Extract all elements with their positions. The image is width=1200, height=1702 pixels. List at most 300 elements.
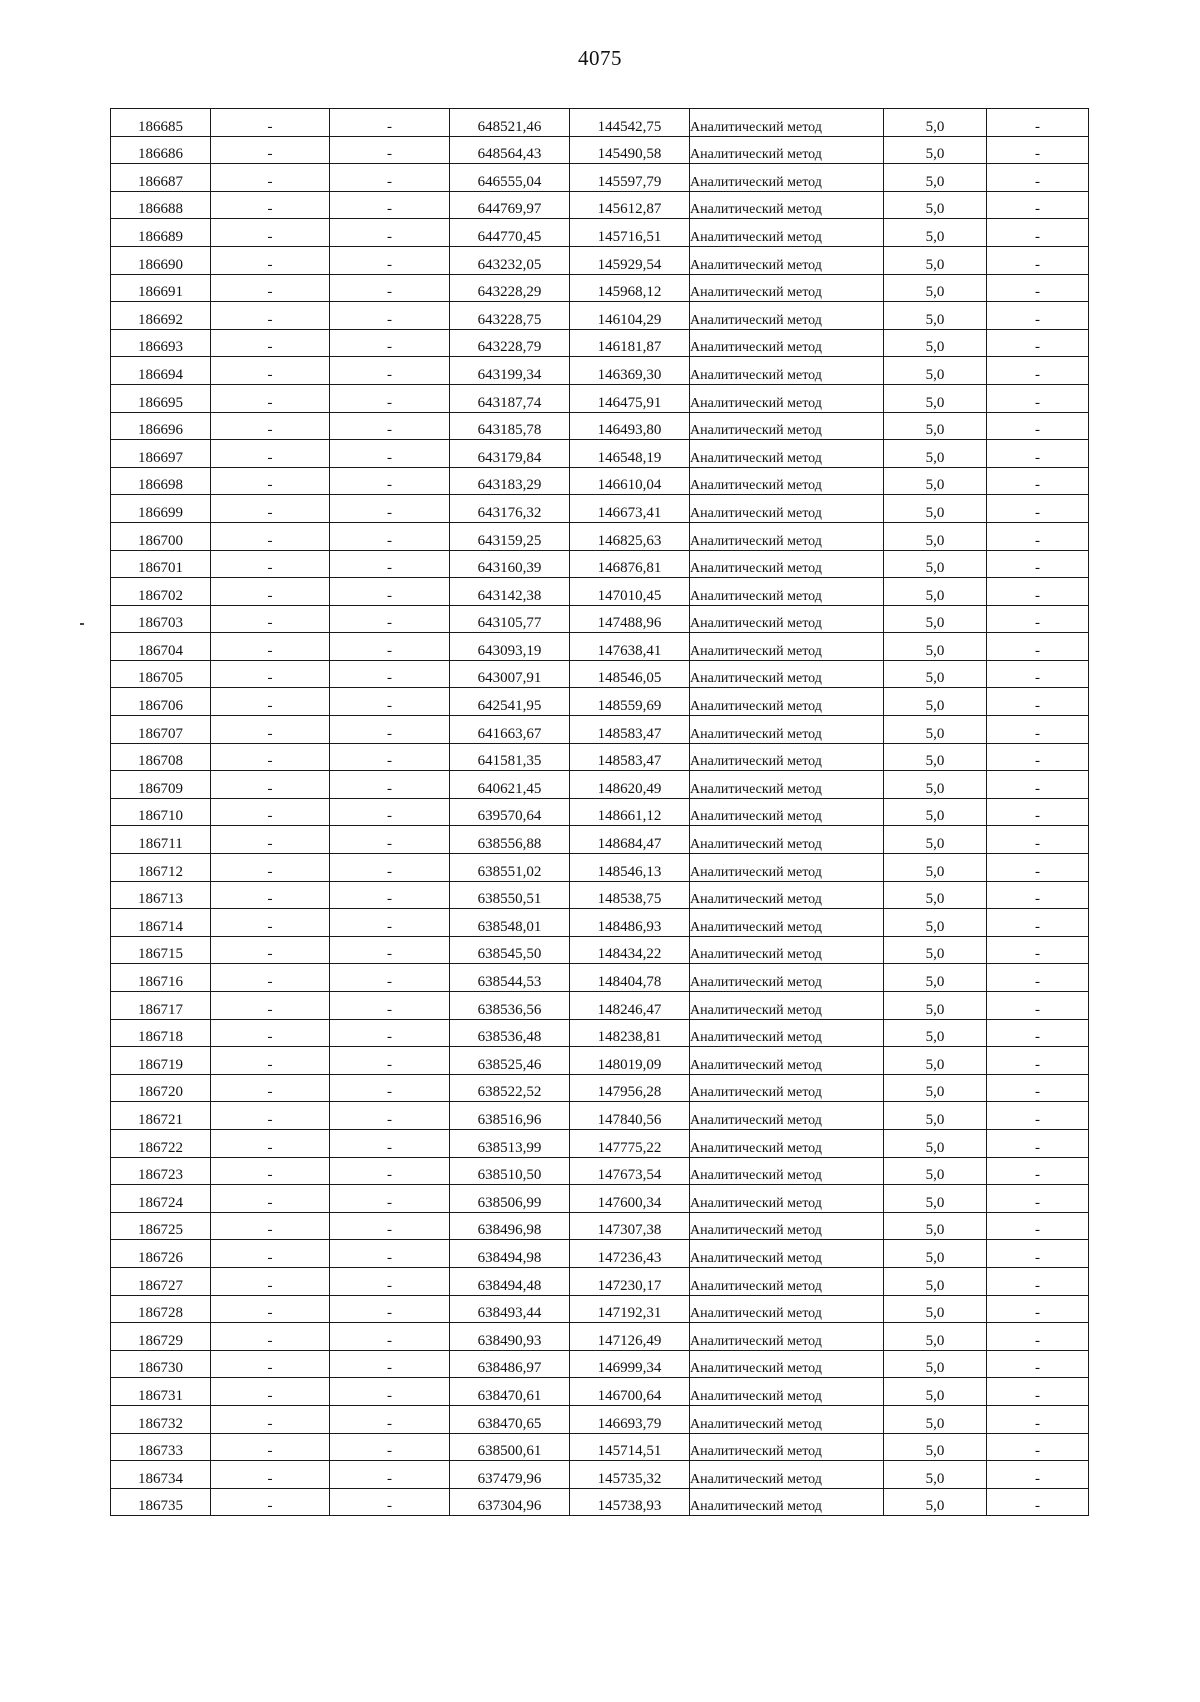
point-number-cell: 186686 [111,136,211,164]
method-cell: Аналитический метод [690,440,884,468]
x-coordinate-cell: 638510,50 [450,1157,570,1185]
empty-y-cell: - [330,826,450,854]
accuracy-cell: 5,0 [884,1074,987,1102]
method-cell: Аналитический метод [690,246,884,274]
point-number-cell: 186697 [111,440,211,468]
method-cell: Аналитический метод [690,688,884,716]
empty-x-cell: - [211,302,330,330]
point-number-cell: 186716 [111,964,211,992]
empty-x-cell: - [211,771,330,799]
description-cell: - [987,1461,1089,1489]
description-cell: - [987,633,1089,661]
description-cell: - [987,964,1089,992]
point-number-cell: 186724 [111,1185,211,1213]
point-number-cell: 186711 [111,826,211,854]
y-coordinate-cell: 145597,79 [570,164,690,192]
method-cell: Аналитический метод [690,550,884,578]
description-cell: - [987,164,1089,192]
accuracy-cell: 5,0 [884,495,987,523]
empty-y-cell: - [330,1185,450,1213]
x-coordinate-cell: 638545,50 [450,936,570,964]
y-coordinate-cell: 147956,28 [570,1074,690,1102]
point-number-cell: 186734 [111,1461,211,1489]
description-cell: - [987,136,1089,164]
table-row [111,936,1089,964]
method-cell: Аналитический метод [690,1350,884,1378]
empty-y-cell: - [330,798,450,826]
empty-y-cell: - [330,522,450,550]
method-cell: Аналитический метод [690,1047,884,1075]
method-cell: Аналитический метод [690,854,884,882]
description-cell: - [987,1074,1089,1102]
method-cell: Аналитический метод [690,1323,884,1351]
accuracy-cell: 5,0 [884,743,987,771]
accuracy-cell: 5,0 [884,1212,987,1240]
method-cell: Аналитический метод [690,1129,884,1157]
table-row [111,1157,1089,1185]
accuracy-cell: 5,0 [884,1129,987,1157]
y-coordinate-cell: 144542,75 [570,109,690,137]
y-coordinate-cell: 148661,12 [570,798,690,826]
empty-x-cell: - [211,1157,330,1185]
description-cell: - [987,716,1089,744]
y-coordinate-cell: 147010,45 [570,578,690,606]
empty-y-cell: - [330,605,450,633]
point-number-cell: 186723 [111,1157,211,1185]
description-cell: - [987,1102,1089,1130]
table-row [111,384,1089,412]
accuracy-cell: 5,0 [884,1405,987,1433]
accuracy-cell: 5,0 [884,881,987,909]
x-coordinate-cell: 638525,46 [450,1047,570,1075]
empty-x-cell: - [211,1295,330,1323]
x-coordinate-cell: 638548,01 [450,909,570,937]
y-coordinate-cell: 146475,91 [570,384,690,412]
empty-x-cell: - [211,219,330,247]
empty-x-cell: - [211,633,330,661]
accuracy-cell: 5,0 [884,1295,987,1323]
table-row [111,633,1089,661]
empty-y-cell: - [330,743,450,771]
empty-x-cell: - [211,1405,330,1433]
y-coordinate-cell: 146673,41 [570,495,690,523]
table-row [111,1295,1089,1323]
table-row [111,1378,1089,1406]
empty-y-cell: - [330,246,450,274]
x-coordinate-cell: 643228,75 [450,302,570,330]
table-row [111,109,1089,137]
empty-y-cell: - [330,909,450,937]
accuracy-cell: 5,0 [884,191,987,219]
method-cell: Аналитический метод [690,1240,884,1268]
table-row [111,219,1089,247]
empty-x-cell: - [211,1267,330,1295]
point-number-cell: 186687 [111,164,211,192]
table-row [111,329,1089,357]
empty-x-cell: - [211,1047,330,1075]
table-row [111,743,1089,771]
y-coordinate-cell: 146369,30 [570,357,690,385]
method-cell: Аналитический метод [690,881,884,909]
description-cell: - [987,743,1089,771]
method-cell: Аналитический метод [690,964,884,992]
x-coordinate-cell: 638470,61 [450,1378,570,1406]
x-coordinate-cell: 648564,43 [450,136,570,164]
point-number-cell: 186700 [111,522,211,550]
empty-x-cell: - [211,1185,330,1213]
accuracy-cell: 5,0 [884,1267,987,1295]
y-coordinate-cell: 146999,34 [570,1350,690,1378]
table-row [111,440,1089,468]
method-cell: Аналитический метод [690,1157,884,1185]
accuracy-cell: 5,0 [884,992,987,1020]
method-cell: Аналитический метод [690,384,884,412]
table-row [111,357,1089,385]
accuracy-cell: 5,0 [884,384,987,412]
empty-y-cell: - [330,495,450,523]
description-cell: - [987,1047,1089,1075]
empty-x-cell: - [211,936,330,964]
x-coordinate-cell: 638536,56 [450,992,570,1020]
empty-x-cell: - [211,716,330,744]
table-row [111,164,1089,192]
method-cell: Аналитический метод [690,771,884,799]
description-cell: - [987,1185,1089,1213]
accuracy-cell: 5,0 [884,550,987,578]
empty-x-cell: - [211,550,330,578]
x-coordinate-cell: 638516,96 [450,1102,570,1130]
empty-x-cell: - [211,1074,330,1102]
accuracy-cell: 5,0 [884,1185,987,1213]
empty-x-cell: - [211,1129,330,1157]
empty-y-cell: - [330,660,450,688]
point-number-cell: 186690 [111,246,211,274]
point-number-cell: 186713 [111,881,211,909]
point-number-cell: 186731 [111,1378,211,1406]
point-number-cell: 186730 [111,1350,211,1378]
y-coordinate-cell: 148559,69 [570,688,690,716]
empty-y-cell: - [330,329,450,357]
accuracy-cell: 5,0 [884,1047,987,1075]
description-cell: - [987,1157,1089,1185]
description-cell: - [987,329,1089,357]
x-coordinate-cell: 643228,29 [450,274,570,302]
x-coordinate-cell: 643228,79 [450,329,570,357]
empty-y-cell: - [330,1212,450,1240]
point-number-cell: 186693 [111,329,211,357]
description-cell: - [987,1267,1089,1295]
y-coordinate-cell: 146181,87 [570,329,690,357]
empty-x-cell: - [211,109,330,137]
empty-y-cell: - [330,1323,450,1351]
empty-y-cell: - [330,384,450,412]
table-row [111,1433,1089,1461]
coordinates-table [110,108,1089,1516]
accuracy-cell: 5,0 [884,1323,987,1351]
method-cell: Аналитический метод [690,1185,884,1213]
y-coordinate-cell: 145968,12 [570,274,690,302]
x-coordinate-cell: 638551,02 [450,854,570,882]
description-cell: - [987,1295,1089,1323]
empty-y-cell: - [330,440,450,468]
empty-y-cell: - [330,881,450,909]
empty-x-cell: - [211,440,330,468]
method-cell: Аналитический метод [690,329,884,357]
method-cell: Аналитический метод [690,1461,884,1489]
table-row [111,550,1089,578]
table-row [111,246,1089,274]
empty-y-cell: - [330,578,450,606]
accuracy-cell: 5,0 [884,1350,987,1378]
empty-x-cell: - [211,1240,330,1268]
description-cell: - [987,1350,1089,1378]
point-number-cell: 186685 [111,109,211,137]
x-coordinate-cell: 638506,99 [450,1185,570,1213]
description-cell: - [987,605,1089,633]
empty-y-cell: - [330,1378,450,1406]
method-cell: Аналитический метод [690,274,884,302]
y-coordinate-cell: 148486,93 [570,909,690,937]
point-number-cell: 186706 [111,688,211,716]
point-number-cell: 186721 [111,1102,211,1130]
point-number-cell: 186719 [111,1047,211,1075]
y-coordinate-cell: 148546,05 [570,660,690,688]
accuracy-cell: 5,0 [884,688,987,716]
empty-x-cell: - [211,329,330,357]
method-cell: Аналитический метод [690,1267,884,1295]
empty-y-cell: - [330,136,450,164]
x-coordinate-cell: 643159,25 [450,522,570,550]
empty-y-cell: - [330,1074,450,1102]
empty-y-cell: - [330,412,450,440]
accuracy-cell: 5,0 [884,826,987,854]
method-cell: Аналитический метод [690,302,884,330]
y-coordinate-cell: 148538,75 [570,881,690,909]
x-coordinate-cell: 643232,05 [450,246,570,274]
empty-y-cell: - [330,164,450,192]
table-row [111,1129,1089,1157]
description-cell: - [987,854,1089,882]
empty-x-cell: - [211,854,330,882]
empty-y-cell: - [330,357,450,385]
y-coordinate-cell: 145738,93 [570,1488,690,1516]
table-row [111,1323,1089,1351]
empty-y-cell: - [330,771,450,799]
x-coordinate-cell: 637479,96 [450,1461,570,1489]
method-cell: Аналитический метод [690,1074,884,1102]
x-coordinate-cell: 638496,98 [450,1212,570,1240]
description-cell: - [987,550,1089,578]
empty-y-cell: - [330,633,450,661]
y-coordinate-cell: 147488,96 [570,605,690,633]
table-row [111,467,1089,495]
table-row [111,909,1089,937]
accuracy-cell: 5,0 [884,164,987,192]
empty-y-cell: - [330,716,450,744]
description-cell: - [987,412,1089,440]
table-row [111,1102,1089,1130]
y-coordinate-cell: 148546,13 [570,854,690,882]
description-cell: - [987,219,1089,247]
y-coordinate-cell: 145735,32 [570,1461,690,1489]
description-cell: - [987,1129,1089,1157]
y-coordinate-cell: 147840,56 [570,1102,690,1130]
description-cell: - [987,440,1089,468]
y-coordinate-cell: 148684,47 [570,826,690,854]
empty-y-cell: - [330,1295,450,1323]
accuracy-cell: 5,0 [884,219,987,247]
accuracy-cell: 5,0 [884,522,987,550]
x-coordinate-cell: 641663,67 [450,716,570,744]
empty-x-cell: - [211,605,330,633]
description-cell: - [987,274,1089,302]
table-row [111,992,1089,1020]
point-number-cell: 186692 [111,302,211,330]
accuracy-cell: 5,0 [884,109,987,137]
x-coordinate-cell: 643105,77 [450,605,570,633]
y-coordinate-cell: 148019,09 [570,1047,690,1075]
y-coordinate-cell: 147600,34 [570,1185,690,1213]
empty-y-cell: - [330,109,450,137]
point-number-cell: 186707 [111,716,211,744]
description-cell: - [987,909,1089,937]
method-cell: Аналитический метод [690,1433,884,1461]
empty-x-cell: - [211,1378,330,1406]
x-coordinate-cell: 648521,46 [450,109,570,137]
x-coordinate-cell: 642541,95 [450,688,570,716]
x-coordinate-cell: 638544,53 [450,964,570,992]
accuracy-cell: 5,0 [884,1461,987,1489]
point-number-cell: 186732 [111,1405,211,1433]
point-number-cell: 186717 [111,992,211,1020]
point-number-cell: 186695 [111,384,211,412]
empty-y-cell: - [330,1488,450,1516]
accuracy-cell: 5,0 [884,854,987,882]
method-cell: Аналитический метод [690,605,884,633]
x-coordinate-cell: 638486,97 [450,1350,570,1378]
table-row [111,854,1089,882]
empty-x-cell: - [211,522,330,550]
table-row [111,136,1089,164]
empty-y-cell: - [330,1350,450,1378]
method-cell: Аналитический метод [690,1212,884,1240]
point-number-cell: 186720 [111,1074,211,1102]
accuracy-cell: 5,0 [884,1433,987,1461]
x-coordinate-cell: 643187,74 [450,384,570,412]
empty-y-cell: - [330,1019,450,1047]
x-coordinate-cell: 638490,93 [450,1323,570,1351]
empty-y-cell: - [330,1157,450,1185]
empty-y-cell: - [330,191,450,219]
empty-y-cell: - [330,992,450,1020]
method-cell: Аналитический метод [690,992,884,1020]
empty-x-cell: - [211,136,330,164]
method-cell: Аналитический метод [690,1405,884,1433]
point-number-cell: 186712 [111,854,211,882]
x-coordinate-cell: 638494,48 [450,1267,570,1295]
x-coordinate-cell: 643160,39 [450,550,570,578]
description-cell: - [987,992,1089,1020]
x-coordinate-cell: 643007,91 [450,660,570,688]
description-cell: - [987,1019,1089,1047]
table-row [111,826,1089,854]
method-cell: Аналитический метод [690,660,884,688]
method-cell: Аналитический метод [690,495,884,523]
y-coordinate-cell: 148434,22 [570,936,690,964]
description-cell: - [987,495,1089,523]
empty-y-cell: - [330,1102,450,1130]
empty-x-cell: - [211,798,330,826]
description-cell: - [987,357,1089,385]
point-number-cell: 186696 [111,412,211,440]
table-row [111,495,1089,523]
x-coordinate-cell: 643179,84 [450,440,570,468]
method-cell: Аналитический метод [690,798,884,826]
y-coordinate-cell: 147775,22 [570,1129,690,1157]
table-row [111,1461,1089,1489]
method-cell: Аналитический метод [690,109,884,137]
description-cell: - [987,1405,1089,1433]
empty-x-cell: - [211,191,330,219]
accuracy-cell: 5,0 [884,1378,987,1406]
empty-y-cell: - [330,1240,450,1268]
empty-x-cell: - [211,992,330,1020]
description-cell: - [987,1240,1089,1268]
table-row [111,1047,1089,1075]
y-coordinate-cell: 147192,31 [570,1295,690,1323]
x-coordinate-cell: 641581,35 [450,743,570,771]
y-coordinate-cell: 148583,47 [570,743,690,771]
x-coordinate-cell: 638494,98 [450,1240,570,1268]
accuracy-cell: 5,0 [884,633,987,661]
method-cell: Аналитический метод [690,578,884,606]
point-number-cell: 186701 [111,550,211,578]
x-coordinate-cell: 639570,64 [450,798,570,826]
empty-y-cell: - [330,1047,450,1075]
point-number-cell: 186691 [111,274,211,302]
method-cell: Аналитический метод [690,633,884,661]
point-number-cell: 186705 [111,660,211,688]
x-coordinate-cell: 643142,38 [450,578,570,606]
empty-x-cell: - [211,1488,330,1516]
empty-x-cell: - [211,743,330,771]
table-row [111,522,1089,550]
y-coordinate-cell: 145716,51 [570,219,690,247]
y-coordinate-cell: 147638,41 [570,633,690,661]
accuracy-cell: 5,0 [884,1019,987,1047]
method-cell: Аналитический метод [690,1102,884,1130]
method-cell: Аналитический метод [690,716,884,744]
point-number-cell: 186728 [111,1295,211,1323]
empty-x-cell: - [211,578,330,606]
method-cell: Аналитический метод [690,743,884,771]
description-cell: - [987,660,1089,688]
table-row [111,1405,1089,1433]
method-cell: Аналитический метод [690,1378,884,1406]
table-row [111,688,1089,716]
y-coordinate-cell: 146548,19 [570,440,690,468]
method-cell: Аналитический метод [690,412,884,440]
empty-x-cell: - [211,1350,330,1378]
empty-y-cell: - [330,467,450,495]
accuracy-cell: 5,0 [884,660,987,688]
empty-x-cell: - [211,274,330,302]
point-number-cell: 186714 [111,909,211,937]
empty-y-cell: - [330,688,450,716]
method-cell: Аналитический метод [690,467,884,495]
method-cell: Аналитический метод [690,219,884,247]
table-body [111,109,1089,1516]
